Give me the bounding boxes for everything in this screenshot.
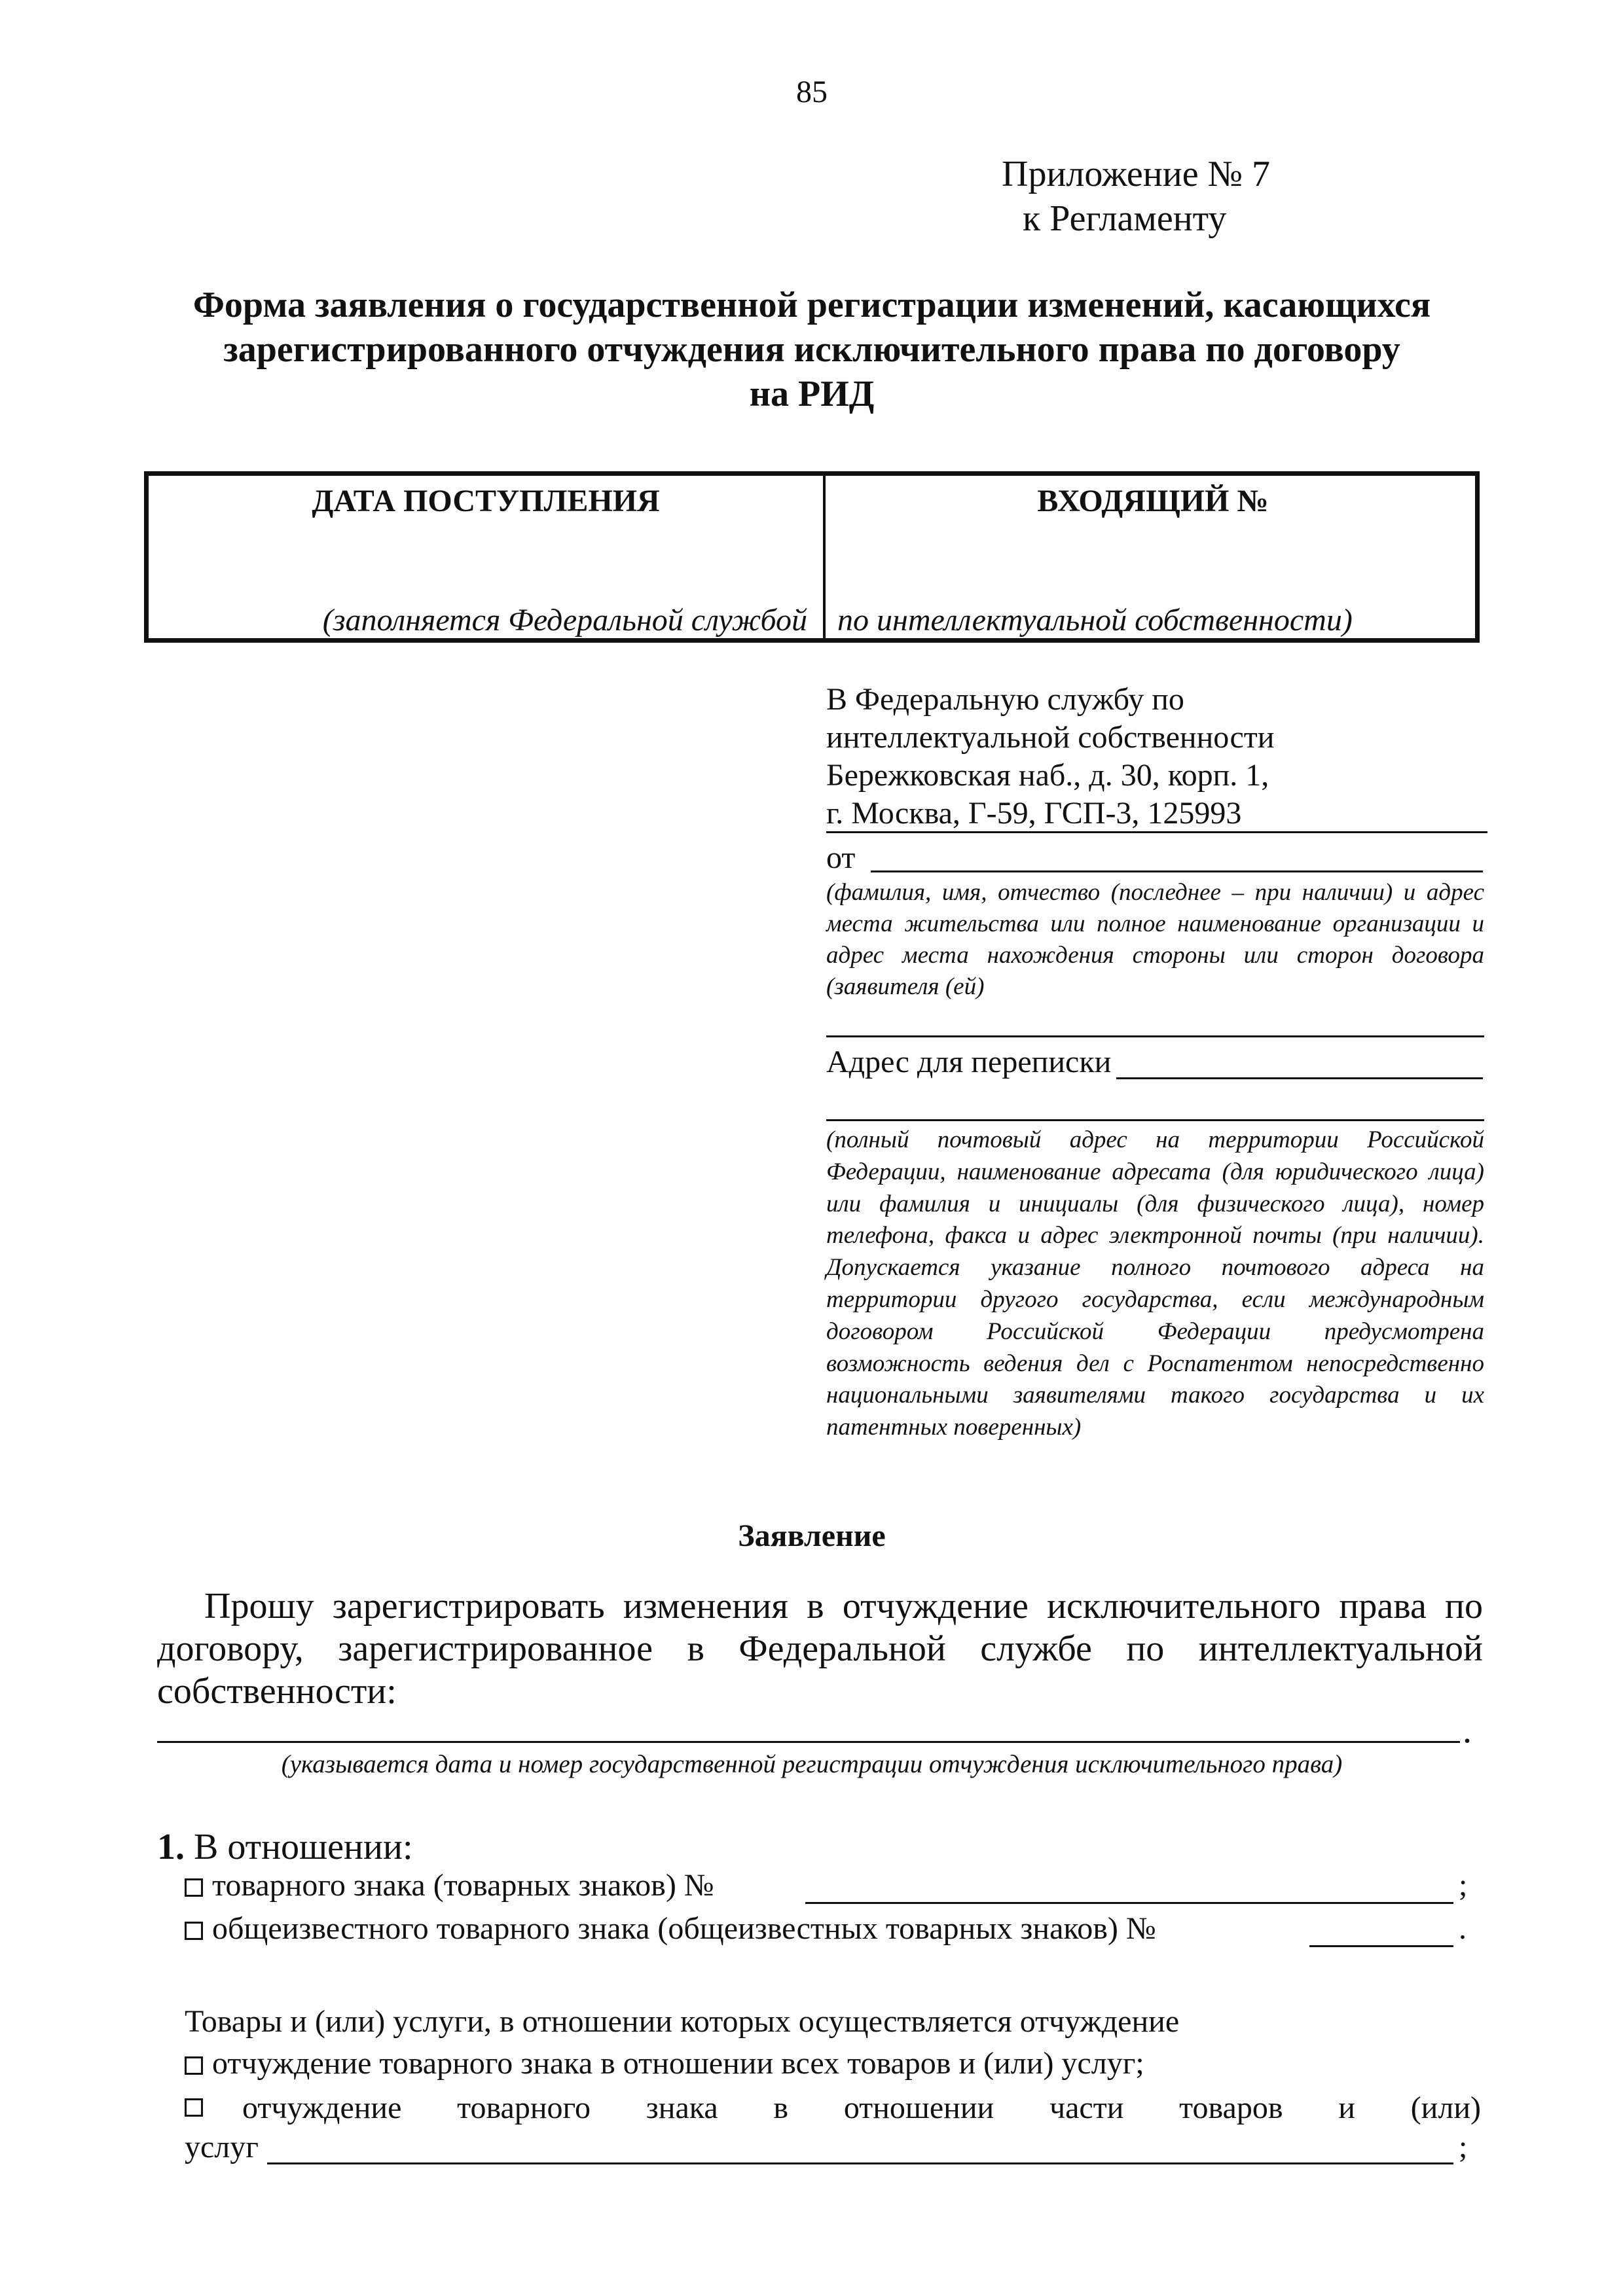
item-well-known-trademark [185,1910,1156,1948]
addressee-line-3: Бережковская наб., д. 30, корп. 1, [826,758,1269,793]
goods-part-continued: услуг [185,2130,259,2164]
well-known-trademark-end-mark: . [1459,1911,1467,1946]
title-line-2: зарегистрированного отчуждения исключительного права по договору [223,329,1400,370]
receipt-date-header: ДАТА ПОСТУПЛЕНИЯ [312,484,660,518]
well-known-trademark-number-line[interactable] [1309,1945,1453,1947]
goods-part-end-mark: ; [1459,2130,1468,2164]
trademark-checkbox[interactable] [185,1878,203,1897]
appendix-label [1002,152,1329,241]
trademark-label: товарного знака (товарных знаков) № [212,1868,714,1903]
correspondence-label: Адрес для переписки [826,1045,1112,1079]
trademark-end-mark: ; [1459,1868,1468,1903]
addressee-line-1: В Федеральную службу по [826,682,1184,717]
table-note-left: (заполняется Федеральной службой [322,603,807,637]
item-goods-all [185,2045,1144,2083]
addressee-line-4: г. Москва, Г-59, ГСП-3, 125993 [826,796,1242,831]
form-title [131,283,1493,416]
from-label: от [826,840,856,875]
correspondence-input-line[interactable] [1116,1077,1483,1079]
item-goods-part [185,2089,1481,2127]
item-trademark [185,1867,1487,1905]
addressee-underline [826,831,1487,833]
from-note: (фамилия, имя, отчество (последнее – при наличии) и адрес места жительства или полное наименование организации и адрес места нахождения стороны или сторон договора (заявителя (ей) [826,879,1484,1000]
section-1-number: 1. [157,1827,185,1867]
page-number: 85 [796,75,828,109]
addressee-line-2: интеллектуальной собственности [826,720,1275,755]
receipt-table [144,471,1480,643]
title-line-3: на РИД [749,374,875,414]
goods-heading: Товары и (или) услуги, в отношении которых осуществляется отчуждение [185,2004,1180,2039]
trademark-number-line[interactable] [805,1902,1453,1904]
from-extra-line[interactable] [826,1035,1484,1037]
well-known-trademark-checkbox[interactable] [185,1922,203,1940]
statement-end-mark: . [1463,1710,1472,1751]
section-1-heading [157,1825,413,1869]
registration-note: (указывается дата и номер государственной регистрации отчуждения исключительного права) [281,1750,1343,1778]
addressee-block [826,681,1481,833]
statement-heading: Заявление [738,1518,886,1553]
correspondence-input-line-2[interactable] [826,1119,1484,1121]
statement-text: Прошу зарегистрировать изменения в отчуждение исключительного права по договору, зарегистрированное в Федеральной службе по интеллектуальной собственности: [157,1586,1483,1712]
section-1-title: В отношении: [185,1827,413,1867]
goods-part-label: отчуждение товарного знака в отношении части товаров и (или) [242,2090,1481,2125]
goods-all-checkbox[interactable] [185,2056,203,2075]
correspondence-note: (полный почтовый адрес на территории Российской Федерации, наименование адресата (для юридического лица) или фамилия и инициалы (для физического лица), номер телефона, факса и адрес электронной почты (при наличии). Допускается указание полного почтового адреса на территории другого государства, если международным договором Российской Федерации предусмотрена возможность ведения дел с Роспатентом непосредственно национальными заявителями такого государства и их патентных поверенных) [826,1126,1484,1441]
appendix-number: Приложение № 7 [1002,154,1270,194]
goods-part-checkbox[interactable] [185,2098,203,2117]
registration-input-line[interactable] [157,1741,1460,1743]
title-line-1: Форма заявления о государственной регистрации изменений, касающихся [192,285,1431,325]
table-note-right: по интеллектуальной собственности) [837,603,1353,637]
from-input-line[interactable] [871,870,1483,872]
goods-all-label: отчуждение товарного знака в отношении всех товаров и (или) услуг; [212,2046,1144,2081]
appendix-regulation: к Регламенту [1023,198,1227,239]
incoming-number-header: ВХОДЯЩИЙ № [1037,484,1269,518]
goods-part-input-line[interactable] [267,2162,1453,2164]
well-known-trademark-label: общеизвестного товарного знака (общеизвестных товарных знаков) № [212,1911,1156,1946]
